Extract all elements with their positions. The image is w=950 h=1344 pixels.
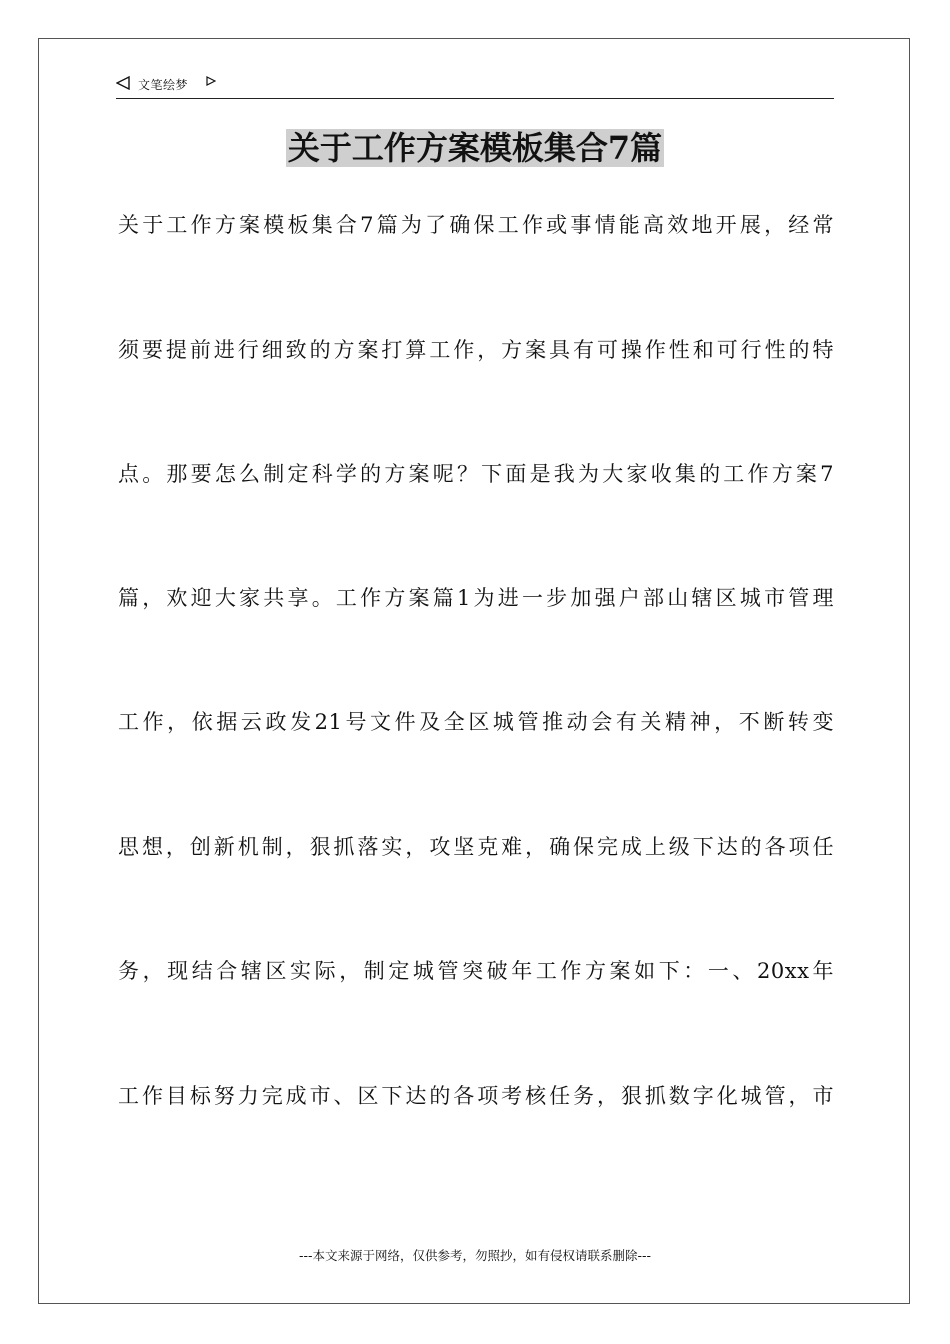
body-line: 工作，依据云政发21号文件及全区城管推动会有关精神，不断转变 [118,710,834,734]
body-line: 关于工作方案模板集合7篇为了确保工作或事情能高效地开展，经常 [118,213,834,237]
document-title [0,126,950,170]
triangle-right-icon [206,76,216,86]
document-header [116,72,834,99]
body-line: 工作目标努力完成市、区下达的各项考核任务，狠抓数字化城管，市 [118,1084,834,1108]
body-line: 点。那要怎么制定科学的方案呢？下面是我为大家收集的工作方案7 [118,462,834,486]
body-line: 篇，欢迎大家共享。工作方案篇1为进一步加强户部山辖区城市管理 [118,586,834,610]
triangle-left-icon [116,76,130,90]
document-title-text: 关于工作方案模板集合7篇 [287,129,663,167]
header-brand: 文笔绘梦 [138,78,189,92]
body-line: 务，现结合辖区实际，制定城管突破年工作方案如下：一、20xx年 [118,959,834,983]
body-line: 须要提前进行细致的方案打算工作，方案具有可操作性和可行性的特 [118,338,834,362]
body-line: 思想，创新机制，狠抓落实，攻坚克难，确保完成上级下达的各项任 [118,835,834,859]
footer-disclaimer: ---本文来源于网络，仅供参考，勿照抄，如有侵权请联系删除--- [298,1248,652,1263]
